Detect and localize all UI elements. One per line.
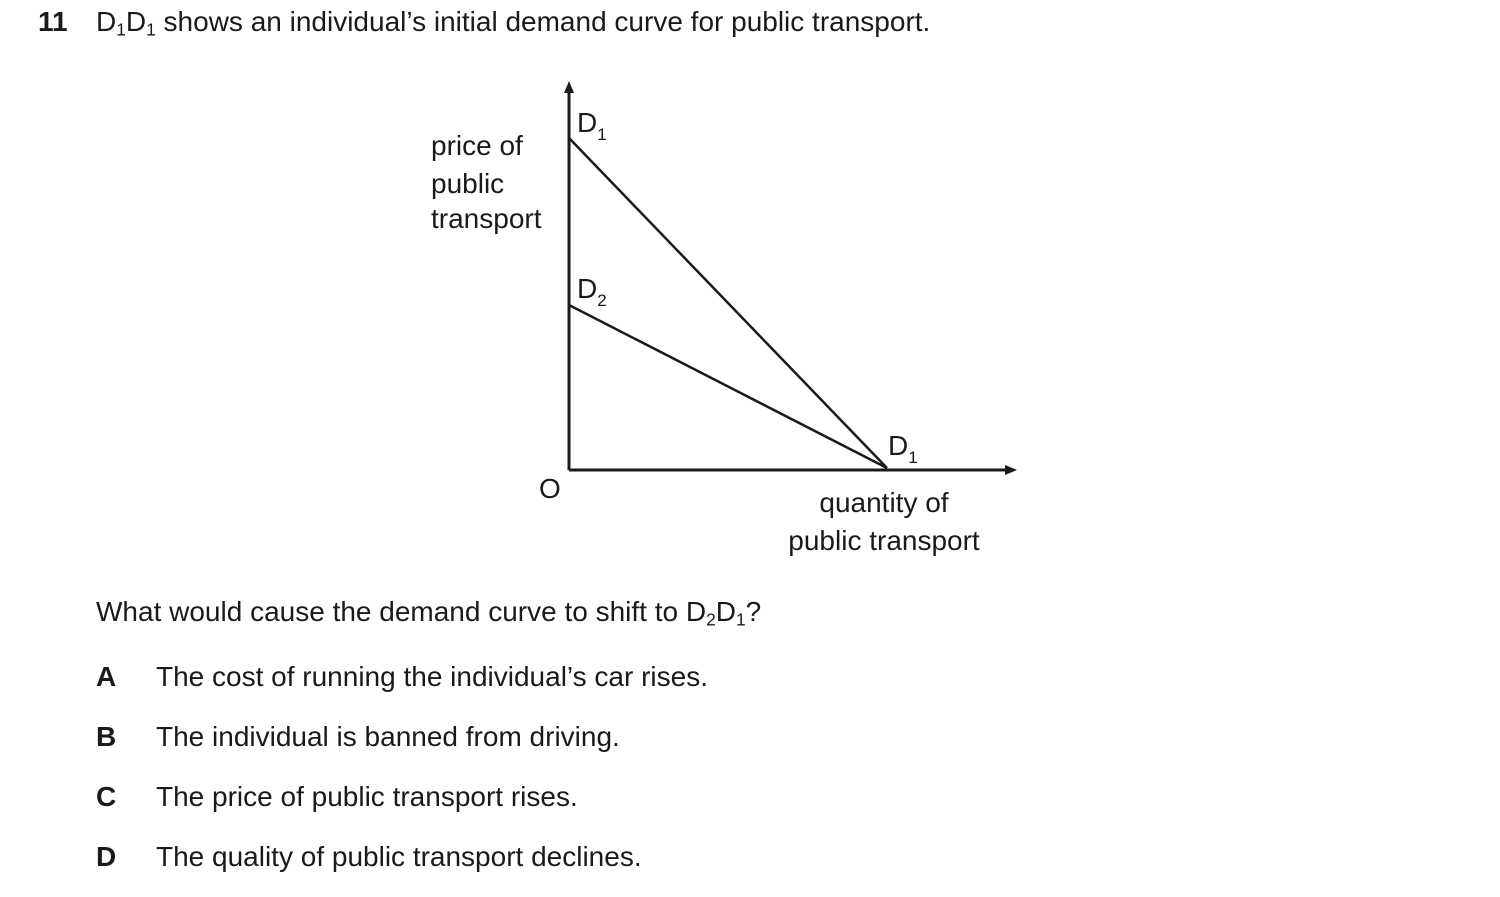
option-text: The individual is banned from driving. bbox=[156, 721, 620, 752]
x-axis-label-line-1: quantity of bbox=[819, 487, 949, 518]
option-letter: C bbox=[96, 781, 117, 812]
option-a[interactable] bbox=[96, 661, 708, 693]
option-b[interactable] bbox=[96, 721, 620, 753]
option-text: The quality of public transport declines. bbox=[156, 841, 642, 872]
demand-curve-d2d1 bbox=[569, 305, 887, 468]
option-d[interactable] bbox=[96, 841, 642, 873]
curve-label-d2-top: $D_2$ bbox=[577, 273, 607, 310]
option-c[interactable] bbox=[96, 781, 578, 813]
y-axis-label-line-3: transport bbox=[431, 203, 542, 234]
question-number: 11 bbox=[38, 6, 68, 37]
x-axis-label-line-2: public transport bbox=[788, 525, 980, 556]
y-axis-label-line-1: price of bbox=[431, 130, 523, 161]
demand-curve-d1d1 bbox=[569, 138, 887, 468]
curve-label-d1-top: $D_1$ bbox=[577, 107, 607, 144]
option-text: The cost of running the individual’s car rises. bbox=[156, 661, 708, 692]
y-axis-label-line-2: public bbox=[431, 168, 505, 199]
option-letter: B bbox=[96, 721, 117, 752]
option-letter: A bbox=[96, 661, 117, 692]
question-stem: $D_1D_1$ shows an individual’s initial demand curve for public transport. bbox=[96, 6, 931, 40]
option-text: The price of public transport rises. bbox=[156, 781, 578, 812]
question-prompt: What would cause the demand curve to shift to $D_2D_1$? bbox=[96, 596, 762, 630]
option-letter: D bbox=[96, 841, 117, 872]
curve-label-d1-bottom: $D_1$ bbox=[888, 430, 918, 467]
origin-label: O bbox=[539, 473, 561, 504]
